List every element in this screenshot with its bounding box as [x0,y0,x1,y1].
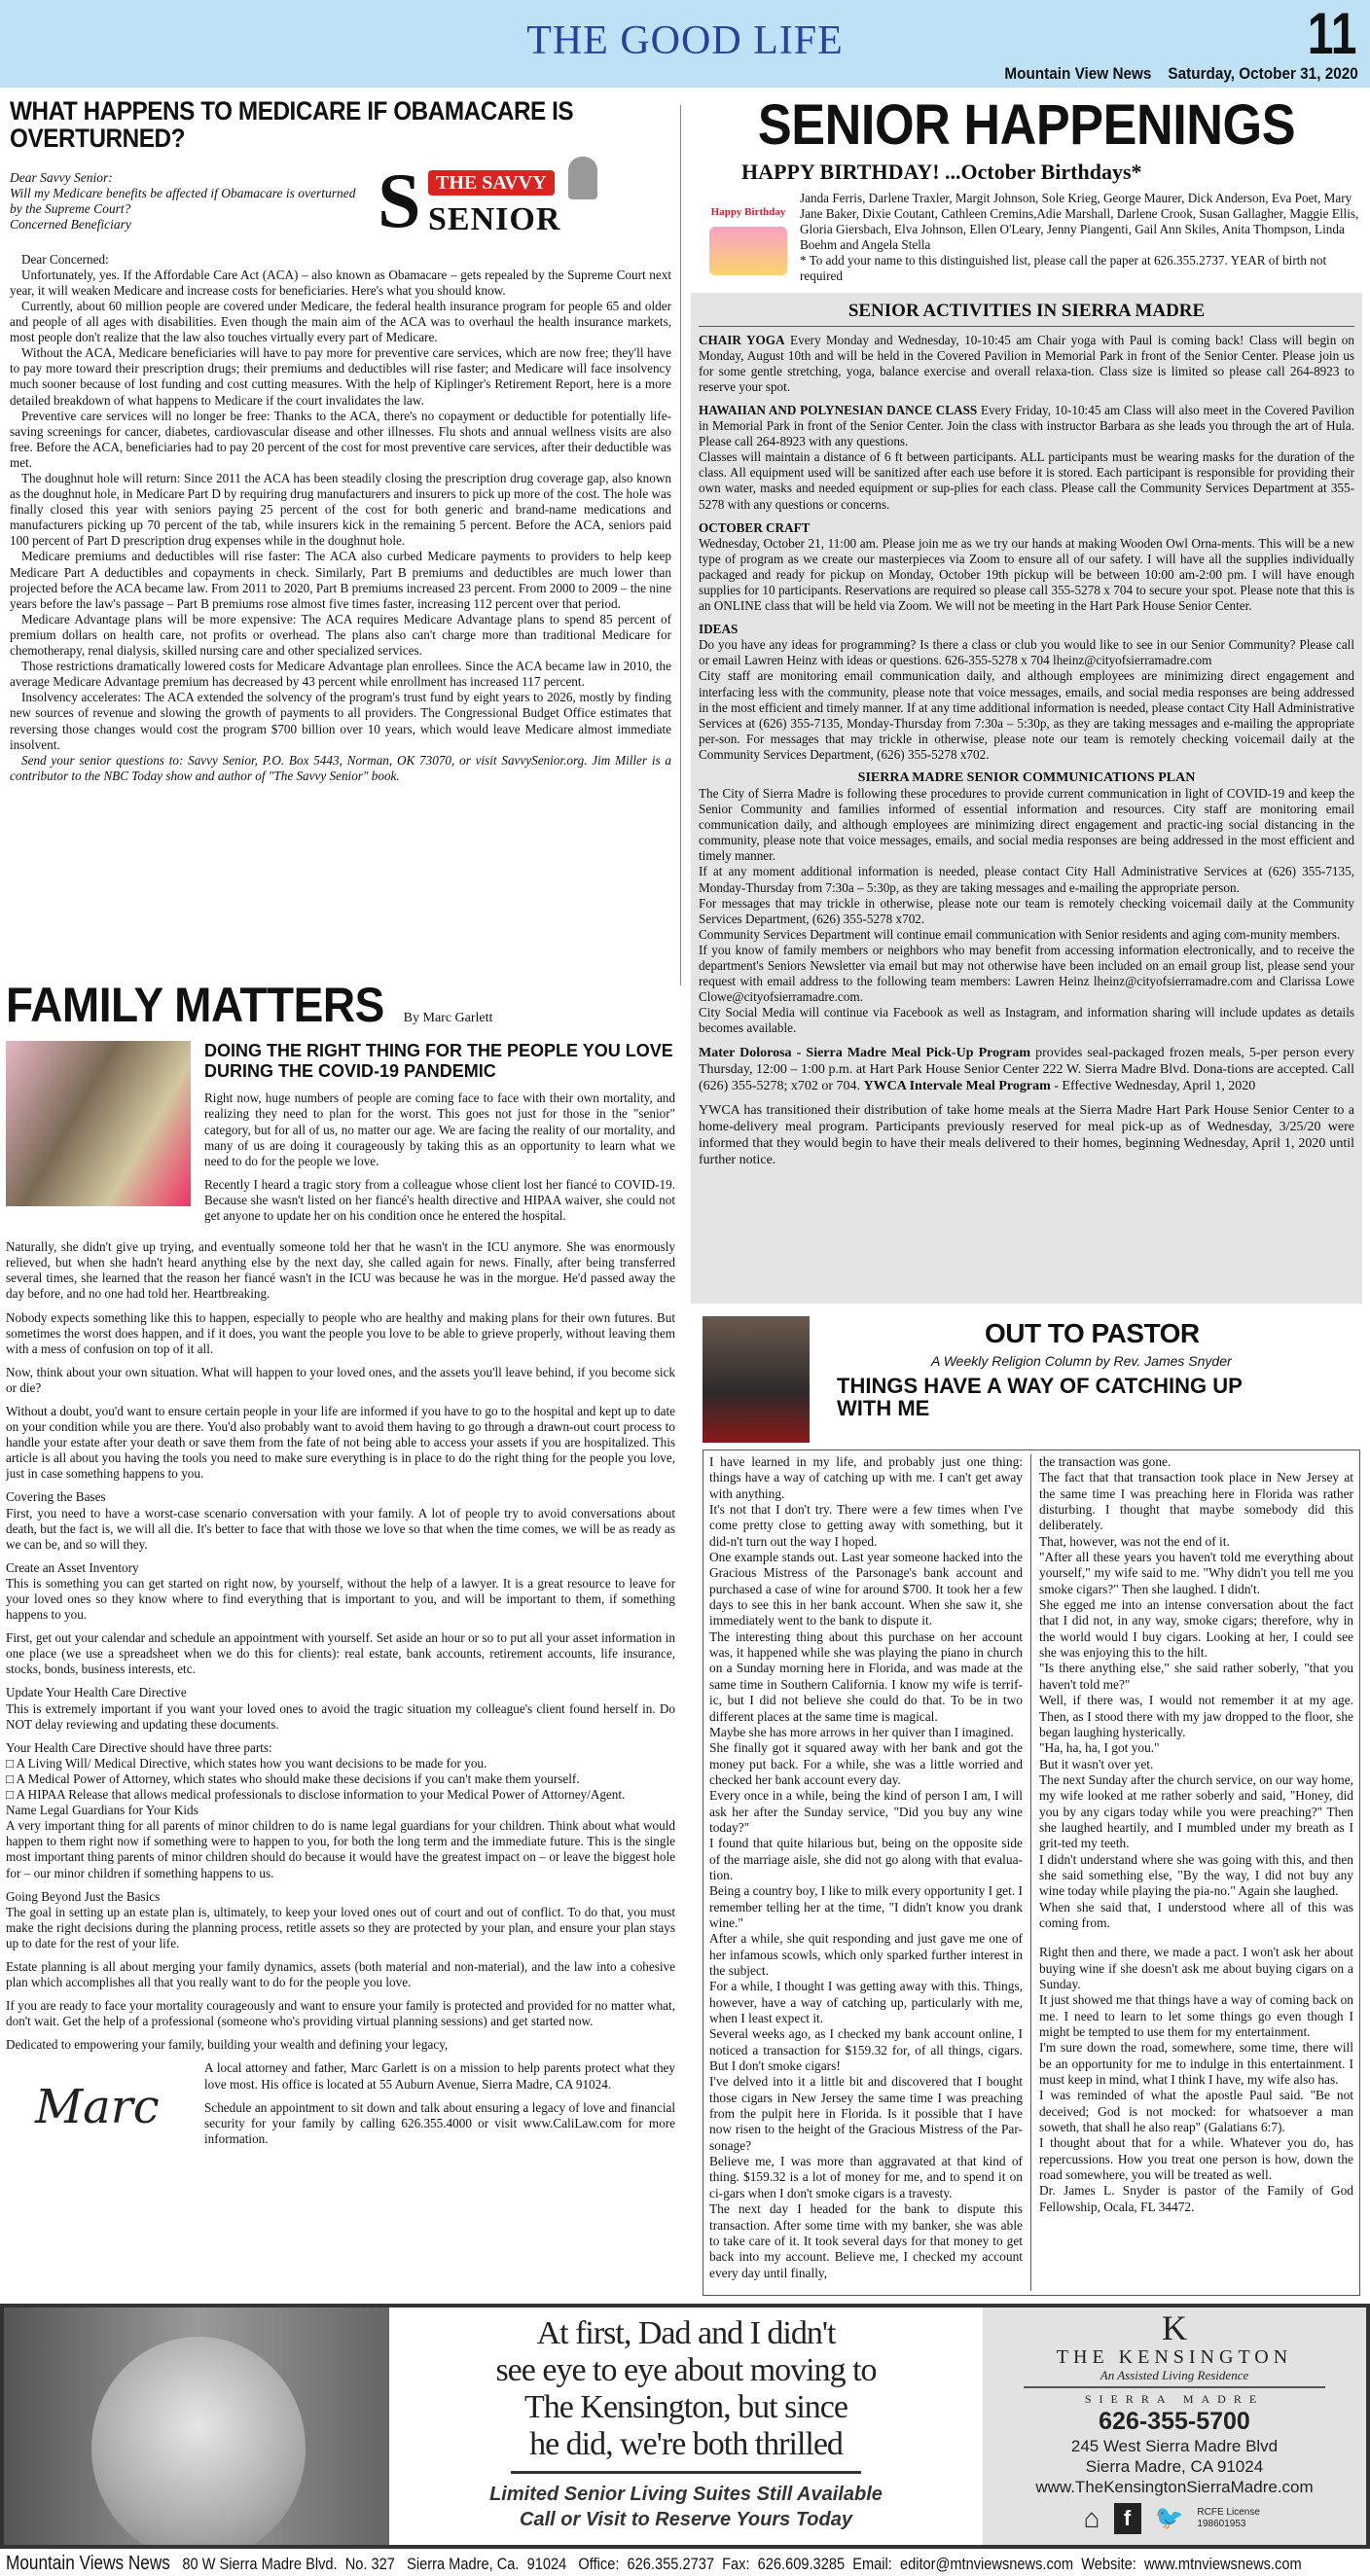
senior-happenings [691,97,1362,1304]
ad-tagline: Call or Visit to Reserve Yours Today [520,2509,852,2531]
paragraph: The interesting thing about this purchase on her account was, it happened while she was playing the piano in church on a Sunday morning here in Florida, and was made at the same time in Southern California. I know my wife is terrif-ic, but I did not believe she could do that. To be in two different places at the same time is magical. [709,1628,1023,1724]
paper-date-line: Mountain View News Saturday, October 31, 2020 [1004,64,1358,83]
ad-headline-line: The Kensington, but since [524,2389,847,2426]
paragraph: It just showed me that things have a way of coming back on me. I need to learn to let some things go even though I might be tempted to use them for my entertainment. [1039,1992,1353,2040]
paragraph: Medicare premiums and deductibles will rise faster: The ACA also curbed Medicare payments to providers to help keep Medicare Part A deductibles and copayments in check. Similarly, Part B premiums and deductibles are much lower than projected before the ACA became law. From 2011 to 2020, Part B premiums increased 23 percent. From 2000 to 2009 – the nine years before the law's passage – Part B premiums rose almost five times faster, increasing 112 percent over that period. [10,549,671,611]
activity-item [699,622,1354,763]
paragraph: Your Health Care Directive should have three parts: □ A Living Will/ Medical Directive, which states how you want decisions to be made for you. □ A Medical Power of Attorney, which states who should make these decisions if you can't make them yourself. □ A HIPAA Release that allows medical professionals to disclose information to your Medical Power of Attorney/Agent. Name Legal Guardians for Your Kids A very important thing for all parents of minor children to do is name legal guardians for your children. Think about what would happen to them right now if something were to happen to you, for both the long term and the immediate future. This is the single most important thing parents of minor children should do because it would have the greatest impact on – or leave the biggest hole for – our minor children if something happens to us. [6,1739,675,1880]
paragraph: First, get out your calendar and schedule an appointment with yourself. Set aside an hour or so to put all your asset information in one place (we use a spreadsheet when we do this for clients): real estate, bank accounts, retirement accounts, life insurance, stocks, bonds, business interests, etc. [6,1630,675,1677]
activity-label: HAWAIIAN AND POLYNESIAN DANCE CLASS [699,402,978,417]
paragraph: Without a doubt, you'd want to ensure certain people in your life are informed if you have to go to the hospital and kept up to date on your condition while you are there. You'd also probably want to avoid them having to go through a drawn-out court process to handle your estate after your death or save them from the fate of not being able to access your assets if you are hospitalized. This article is all about you having the tools you need to make sure everything is in place to do the right thing for the people you love, just in case something happens to you. [6,1403,675,1482]
paragraph: Recently I heard a tragic story from a colleague whose client lost her fiancé to COVID-19. Because she wasn't listed on her fiancé's health directive and HIPAA waiver, she could not get anyone to update her on his condition once he entered the hospital. [204,1176,675,1224]
mater-label: Mater Dolorosa - Sierra Madre Meal Pick-Up Program [699,1045,1030,1060]
paragraph: She egged me into an intense conversation about the fact that I did not, in any way, smoke cigars; therefore, why in the world would I buy cigars. Looking at her, I could see she was enjoying this to the hilt. [1039,1597,1353,1661]
paragraph: Those restrictions dramatically lowered costs for Medicare Advantage plan enrollees. Since the ACA became law in 2010, the average Medicare Advantage premium has decreased by 43 percent while enrollment has increased 117 percent. [10,659,671,690]
communications-text: The City of Sierra Madre is following these procedures to provide current communication in light of COVID-19 and keep the Senior Community and families informed of essential information and resources. City staff are monitoring email communication daily, and although employees are minimizing direct engagement and practic-ing social distancing in the community, please note that voice messages, emails, and social media responses are being addressed in the most efficient and timely manner. If at any moment additional information is needed, please contact City Hall Administrative Services at (626) 355-7135, Monday-Thursday from 7:30a – 5:30p, as they are taking messages and e-mailing the appropriate person. For messages that may trickle in otherwise, please note our team is remotely checking voicemail daily at the Community Services Department, (626) 355-5278 x702. Community Services Department will continue email communication with Senior residents and aging com-munity members. If you know of family members or neighbors who may benefit from accessing information electronically, and to receive the department's Seniors Newsletter via email but may not otherwise have been included on an email group list, please send your request with email address to the following team members: Lawren Heinz lheinz@cityofsierramadre.com and Clarissa Lowe Clowe@cityofsierramadre.com. City Social Media will continue via Facebook as well as Instagram, and information sharing will include updates as details becomes available. [699,786,1354,1036]
birthday-names: Janda Ferris, Darlene Traxler, Margit Johnson, Sole Krieg, George Maurer, Dick Anderson, Eva Poet, Mary Jane Baker, Dixie Coutant, Cathleen Cremins,Adie Marshall, Darlene Crook, Susan Gallagher, Maggie Ellis, Gloria Giersbach, Elva Johnson, Ellen O'Leary, Jenny Piangenti, Gail Ann Skiles, Anita Thompson, Linda Boehm and Angela Stella [800,191,1359,253]
activity-item [699,333,1354,395]
paragraph: When she said that, I understood where all of this was coming from. [1039,1899,1353,1930]
paragraph: Preventive care services will no longer be free: Thanks to the ACA, there's no copayment or deductible for potentially life-saving screenings for cancer, diabetes, cardiovascular disease and other illnesses. Flu shots and annual wellness visits are also free. Before the ACA, beneficiaries had to pay 20 percent of the cost for most preventive care services, after their deductible was met. [10,408,671,470]
footer-contact-details: 80 W Sierra Madre Blvd. No. 327 Sierra Madre, Ca. 91024 Office: 626.355.2737 Fax: 626.609.3285 Email: editor@mtnviewsnews.com Website: www.mtnviewsnews.com [182,2555,1302,2573]
column-subtitle: A Weekly Religion Column by Rev. James Snyder [931,1353,1232,1369]
paragraph: Dedicated to empowering your family, building your wealth and defining your legacy, [6,2037,449,2053]
paragraph: "Ha, ha, ha, I got you." [1039,1740,1160,1756]
paragraph: Naturally, she didn't give up trying, and eventually someone told her that he wasn't in the ICU anymore. She was enormously relieved, but when she hadn't heard anything else by the next day, she called again for news. Finally, after being transferred several times, she learned that the reason her fiancé wasn't in the ICU was because he was in the morgue. He'd passed away the day before, and no one had told her. Heartbreaking. [6,1239,675,1302]
text-column [1031,1454,1353,2291]
byline: By Marc Garlett [403,1011,493,1025]
paragraph: Well, if there was, I would not remember it at my age. Then, as I stood there with my jaw dropped to the floor, she began laughing hysterically. [1039,1693,1353,1739]
mater-text: provides seal-packaged frozen meals, 5-per person every Thursday, 12:00 – 1:00 p.m. at Hart Park House Senior Center 222 W. Sierra Madre Blvd. Dona-tions are accepted. Call (626) 355-5278; x702 or 704. [699,1045,1354,1093]
ywca-body: YWCA has transitioned their distribution of take home meals at the Sierra Madre Hart Park House Senior Center to a home-delivery meal program. Participants previously reserved for meal pick-up as of Wednesday, 3/25/20 were informed that they would begin to have their meals delivered to their homes, beginning Wednesday, April 1, 2020 until further notice. [699,1102,1354,1167]
paragraph: The doughnut hole will return: Since 2011 the ACA has been steadily closing the prescription drug coverage gap, also known as the doughnut hole, in Medicare Part D by requiring drug manufacturers and insurers to pick up more of the cost. The hole was finally closed this year with seniors paying 25 percent of the cost for both generic and brand-name medications and manufacturers picking up 70 percent of the tab, while insurers kick in the remaining 5 percent. Before the ACA, seniors paid 100 percent of Part D prescription drug expenses while in the doughnut hole. [10,471,671,549]
section-header [0,0,1370,88]
paragraph: Without the ACA, Medicare beneficiaries will have to pay more for preventive care services, which are now free; they'll have to pay more toward their prescription drugs; their premiums and deductibles will rise faster; and Medicare will face insolvency much sooner because of lost funding and cost cutting measures. With the help of Kiplinger's Retirement Report, here is a more detailed breakdown of what happens to Medicare if the court invalidates the law. [10,345,671,408]
section-title: THE GOOD LIFE [526,18,844,63]
paragraph: Right now, huge numbers of people are coming face to face with their own mortality, and realizing they need to plan for the worst. This goes not just for those in the "senior" category, but for all of us, no matter our age. We are facing the reality of our mortality, and many of us are doing it courageously by taking this as an opportunity to learn what we need to do for the people we love. [204,1091,675,1168]
activity-text: Every Friday, 10-10:45 am Class will also meet in the Covered Pavilion in Memorial Park in front of the Senior Center. Join the class with instructor Barbara as she leads you through the art of Hula. Please call 264-8923 with any questions. Classes will maintain a distance of 6 ft between participants. ALL participants must be wearing masks for the duration of the class. All equipment used will be sanitized after each use before it is stored. Each participant is responsible for providing their own water, masks and needed equipment or sup-plies for each class. Please call the Community Services Department at 355-5278 with any questions or concerns. [699,402,1354,512]
paragraph: Right then and there, we made a pact. I won't ask her about buying wine if she doesn't ask me about buying cigars on a Sunday. [1039,1945,1353,1991]
article-headline: THINGS HAVE A WAY OF CATCHING UP WITH ME [837,1374,1243,1421]
paragraph: If you are ready to face your mortality courageously and want to ensure your family is protected and provided for no matter what, don't wait. Get the help of a professional (someone who's providing virtual planning sessions) and get started now. [6,1998,675,2029]
birthday-cake-image [704,193,792,280]
activities-list [699,333,1354,763]
article-headline: DOING THE RIGHT THING FOR THE PEOPLE YOU LOVE DURING THE COVID-19 PANDEMIC [204,1041,673,1081]
paragraph: Create an Asset Inventory This is something you can get started on right now, by yourself, without the help of a lawyer. It is a great resource to leave for your loved ones so they know where to find everything that is important to you, and will be important to them, if something happens to you. [6,1559,675,1623]
column-title: FAMILY MATTERS [6,981,384,1032]
cake-text: Happy Birthday [710,206,786,218]
activity-item [699,403,1354,513]
twitter-icon[interactable]: 🐦 [1154,2505,1184,2531]
medicare-article [10,97,671,973]
paragraph: The next Sunday after the church service, on our way home, my wife looked at me rather soberly and said, "Honey, did you by any cigars today while you were preaching?" Then she laughed heartily, and I mumbled under my breath as I grit-ted my teeth. [1039,1771,1353,1851]
kensington-advertisement[interactable] [0,2304,1370,2549]
activity-label: IDEAS [699,622,739,637]
paragraph: I didn't understand where she was going with this, and then she said something else, "By the way, I did not buy any wine today while playing the pia-no." Again she laughed. [1039,1851,1353,1899]
paragraph: I've delved into it a little bit and discovered that I bought those cigars in New Jersey the same time I was preaching from the pulpit here in Florida. Is it possible that I have now risen to the height of the Gracious Mistress of the Par-sonage? [709,2074,1023,2153]
paragraph: I have learned in my life, and probably just one thing: things have a way of catching up with me. I can't get away with anything. [709,1454,1023,1501]
ad-phone[interactable]: 626-355-5700 [1099,2408,1250,2435]
ad-website[interactable]: www.TheKensingtonSierraMadre.com [1035,2478,1314,2496]
paragraph: I thought about that for a while. Whatever you do, has repercussions. How you treat one person is how, down the road somewhere, you will be treated as well. [1039,2135,1353,2183]
activity-text: Do you have any ideas for programming? Is there a class or club you would like to see in our Senior Community? Please call or email Lawren Heinz with ideas or questions. 626-355-5278 x 704 lheinz@cityofsierramadre.com City staff are monitoring email communication daily, and although employees are minimizing direct engagement and interfacing less with the community, please note that voice messages, emails, and social media responses are being addressed in the most efficient and timely manner. If at any time additional information is needed, please contact City Hall Administrative Services at (626) 355-7135, Monday-Thursday from 7:30a – 5:30p, as they are taking messages and e-mailing the appropriate per-son. For messages that may trickle in otherwise, please note our team is remotely checking voicemail daily at the Community Services Department, (626) 355-5278 x702. [699,637,1354,762]
activity-label: CHAIR YOGA [699,332,785,347]
activities-heading: SENIOR ACTIVITIES IN SIERRA MADRE [847,300,1206,321]
paragraph: Medicare Advantage plans will be more expensive: The ACA requires Medicare Advantage plans to spend 85 percent of premium dollars on health care, not profits or overhead. The plans also can't charge more than traditional Medicare for chemotherapy, renal dialysis, skilled nursing care and other specialized services. [10,611,671,659]
brand-subtitle: An Assisted Living Residence [1100,2368,1249,2382]
paragraph: The fact that that transaction took place in New Jersey at the same time I was preaching here in Florida was rather disturbing. I thought that maybe somebody did this deliberately. [1039,1470,1353,1533]
ad-divider [511,2471,861,2474]
paragraph: Every once in a while, being the kind of person I am, I will ask her after the Sunday service, "Did you buy any wine today?" [709,1788,1023,1835]
pastor-photo [703,1316,810,1443]
ywca-text: - Effective Wednesday, April 1, 2020 [1050,1078,1256,1093]
paragraph: I'm sure down the road, somewhere, some time, there will be an opportunity for me to indulge in this entertainment. I must keep in mind, what I think I have, my wife also has. [1039,2040,1353,2088]
equal-housing-icon: ⌂ [1083,2503,1100,2533]
paragraph: She finally got it squared away with her bank and got the money put back. For a while, she was a little worried and checked her bank account every day. [709,1740,1023,1787]
activity-item [699,520,1354,615]
birthday-heading: HAPPY BIRTHDAY! ...October Birthdays* [741,160,1142,184]
logo-text-bottom: SENIOR [428,200,561,237]
ad-headline-line: At first, Dad and I didn't [536,2315,836,2351]
column-divider [680,105,681,985]
ad-address: 245 West Sierra Madre Blvd [1070,2437,1279,2455]
text-column [709,1454,1031,2291]
paragraph: I was reminded of what the apostle Paul said. "Be not deceived; God is not mocked: for whatsoever a man soweth, that shall he also reap" (Galatians 6:7). [1039,2088,1353,2135]
paragraph: "Is there anything else," she said rather soberly, "that you haven't told me?" [1039,1661,1353,1692]
paragraph: Going Beyond Just the Basics The goal in setting up an estate plan is, ultimately, to keep your loved ones out of court and out of conflict. To do that, you must make the right decisions during the planning process, retitle assets so they are protected by your plan, and ensure your plan stays up to date for the rest of your life. [6,1888,675,1950]
paragraph: Several weeks ago, as I checked my bank account online, I noticed a transaction for $159.32 for, of all things, cigars. But I don't smoke cigars! [709,2026,1023,2074]
birthday-note: * To add your name to this distinguished list, please call the paper at 626.355.2737. YEAR of birth not required [800,253,1327,284]
activity-label: OCTOBER CRAFT [699,519,811,535]
paragraph: After a while, she quit responding and just gave me one of her infamous scowls, which only sparked further interest in the subject. [709,1931,1023,1978]
paragraph: That, however, was not the end of it. [1039,1533,1230,1549]
article-footer-note: Send your senior questions to: Savvy Senior, P.O. Box 5443, Norman, OK 73070, or visit SavvySenior.org. Jim Miller is a contributor to the NBC Today show and author of "The Savvy Senior" book. [10,752,671,783]
paragraph: "After all these years you haven't told me everything about yourself," my wife said to me. "Why didn't you tell me you smoke cigars?" Then she laughed. I didn't. [1039,1550,1353,1596]
ad-headline-line: he did, we're both thrilled [529,2426,843,2463]
paragraph: Covering the Bases First, you need to have a worst-case scenario conversation with your family. A lot of people try to avoid conversations about death, but the fact is, we will all die. It's better to face that with those we love so that when the time comes, we will be as ready as we can be, and so will they. [6,1489,675,1552]
page-footer [6,2553,1302,2576]
footer-paper-name: Mountain Views News [6,2553,170,2574]
paragraph: Dear Concerned: [21,251,109,267]
letter-line: Concerned Beneficiary [10,217,131,233]
paragraph: One example stands out. Last year someone hacked into the Gracious Mistress of the Parsonage's bank account and purchased a case of wine for around $700. It took her a few days to see this in her bank account. When she saw it, she immediately went to the bank to dispute it. [709,1550,1023,1628]
signature: Marc [35,2080,160,2135]
activity-text: Every Monday and Wednesday, 10-10:45 am Chair yoga with Paul is coming back! Class will begin on Monday, August 10th and will be held in the Covered Pavilion in Memorial Park in front of the Senior Center. Please join us for some gentle stretching, yoga, balance exercise and overall relaxa-tion. Class size is limited so please call 264-8923 to reserve your spot. [699,332,1354,394]
family-photo [6,1041,191,1206]
paragraph: Dr. James L. Snyder is pastor of the Family of God Fellowship, Ocala, FL 34472. [1039,2183,1353,2214]
paragraph: Update Your Health Care Directive This is extremely important if you want your loved ones to avoid the tragic situation my colleague's client found herself in. Do NOT delay reviewing and updating these documents. [6,1685,675,1732]
savvy-senior-logo [378,158,601,244]
logo-text-top: THE SAVVY [428,170,555,196]
brand-name: THE KENSINGTON [1056,2346,1293,2368]
author-bio: Schedule an appointment to sit down and talk about ensuring a legacy of love and financial security for your family by calling 626.355.4000 or visit www.CaliLaw.com for more information. [204,2099,675,2146]
paragraph: Nobody expects something like this to happen, especially to people who are healthy and making plans for their own futures. But sometimes the worst does happen, and if it does, you want the people you love to be able to grieve properly, without leaving them with a mess of confusion on top of it all. [6,1309,675,1356]
paragraph: Now, think about your own situation. What will happen to your loved ones, and the assets you'll leave behind, if you become sick or die? [6,1364,675,1395]
paragraph: Currently, about 60 million people are covered under Medicare, the federal health insurance program for people 65 and older and people of all ages with disabilities. Even though the main aim of the ACA was to overhaul the health insurance markets, most people don't realize that the law also touches virtually every part of Medicare. [10,298,671,345]
meal-programs [699,1045,1354,1094]
paragraph: It's not that I don't try. There were a few times when I've come pretty close to getting away with something, but it did-n't turn out the way I hoped. [709,1502,1023,1549]
ad-photo [4,2308,389,2545]
paragraph: Maybe she has more arrows in her quiver than I imagined. [709,1724,1014,1739]
paragraph: Estate planning is all about merging your family dynamics, assets (both material and non-material), and the law into a cohesive plan which accomplishes all that you really want to do for the people you love. [6,1958,675,1990]
section-title: SENIOR HAPPENINGS [757,97,1296,157]
ad-tagline: Limited Senior Living Suites Still Available [489,2484,883,2506]
reader-letter [10,162,360,240]
article-intro [204,1091,675,1224]
communications-heading: SIERRA MADRE SENIOR COMMUNICATIONS PLAN [857,770,1196,785]
license-number: RCFE License 198601953 [1197,2507,1260,2529]
paragraph: Insolvency accelerates: The ACA extended the solvency of the program's trust fund by eight years to 2026, mostly by finding new sources of revenue and slowing the growth of payments to all providers. The Congressional Budget Office estimates that reversing those changes would cost the program $700 billion over 10 years, which would leave Medicare almost immediate insolvent. [10,690,671,752]
author-bio: A local attorney and father, Marc Garlett is on a mission to help parents protect what they love most. His office is located at 55 Auburn Avenue, Sierra Madre, CA 91024. [204,2060,675,2092]
ad-copy [389,2308,983,2545]
paragraph: For a while, I thought I was getting away with this. Things, however, have a way of catching up, particularly with me, when I least expect it. [709,1979,1023,2026]
paragraph: Unfortunately, yes. If the Affordable Care Act (ACA) – also known as Obamacare – gets repealed by the Supreme Court next year, it will weaken Medicare and increase costs for beneficiaries. Here's what you should know. [10,267,671,298]
family-matters-column [6,981,675,2294]
ywca-label: YWCA Intervale Meal Program [863,1078,1051,1093]
facebook-icon[interactable]: f [1114,2503,1141,2534]
article-body [703,1449,1360,2296]
ad-contact-panel [983,2308,1366,2545]
paragraph: But it wasn't over yet. [1039,1756,1154,1771]
paragraph: Believe me, I was more than aggravated at that kind of thing. $159.32 is a lot of money for me, and to spend it on ci-gars when I don't smoke cigars is a travesty. [709,2154,1023,2200]
article-body [6,1239,675,2053]
out-to-pastor [693,1308,1362,2296]
brand-location: SIERRA MADRE [1084,2392,1265,2406]
letter-line: Will my Medicare benefits be affected if Obamacare is overturned by the Supreme Court? [10,185,356,217]
activity-text: Wednesday, October 21, 11:00 am. Please join me as we try our hands at making Wooden Owl Orna-ments. This will be a new type of program as we create our masterpieces via Zoom to ensure all of our safety. I will have all the supplies individually packaged and ready for pickup on Monday, October 19th pickup will be between 10:00 am-2:00 pm. I will have enough supplies for 10 participants. Reservations are required so please call 355-5278 x 704 to secure your spot. Please note that this is an ONLINE class that will be held via Zoom. We will not be meeting in the Hart Park House Senior Center. [699,535,1354,614]
kensington-logo-icon: K [1162,2308,1187,2347]
ad-headline-line: see eye to eye about moving to [495,2352,877,2389]
letter-line: Dear Savvy Senior: [10,169,113,185]
senior-activities-box [691,293,1362,1304]
paragraph: the transaction was gone. [1039,1454,1172,1469]
paragraph [1039,1931,1353,1945]
paragraph: I found that quite hilarious but, being on the opposite side of the marriage aisle, she did not go along with that evalua-tion. [709,1836,1023,1882]
page-number: 11 [1307,1,1356,66]
paragraph: Being a country boy, I like to milk every opportunity I get. I remember telling her at the time, "I didn't know you drank wine." [709,1883,1023,1930]
column-title: OUT TO PASTOR [985,1318,1200,1348]
logo-s-glyph: S [378,158,421,244]
article-body [10,252,671,753]
cartoon-senior-icon [568,157,597,199]
article-headline: WHAT HAPPENS TO MEDICARE IF OBAMACARE IS OVERTURNED? [10,97,574,154]
paragraph: The next day I headed for the bank to dispute this transaction. After some time with my banker, she was able to take care of it. It took several days for that money to get back into my account. Believe me, I checked my account every day until finally, [709,2201,1023,2280]
ad-address: Sierra Madre, CA 91024 [1085,2457,1264,2476]
